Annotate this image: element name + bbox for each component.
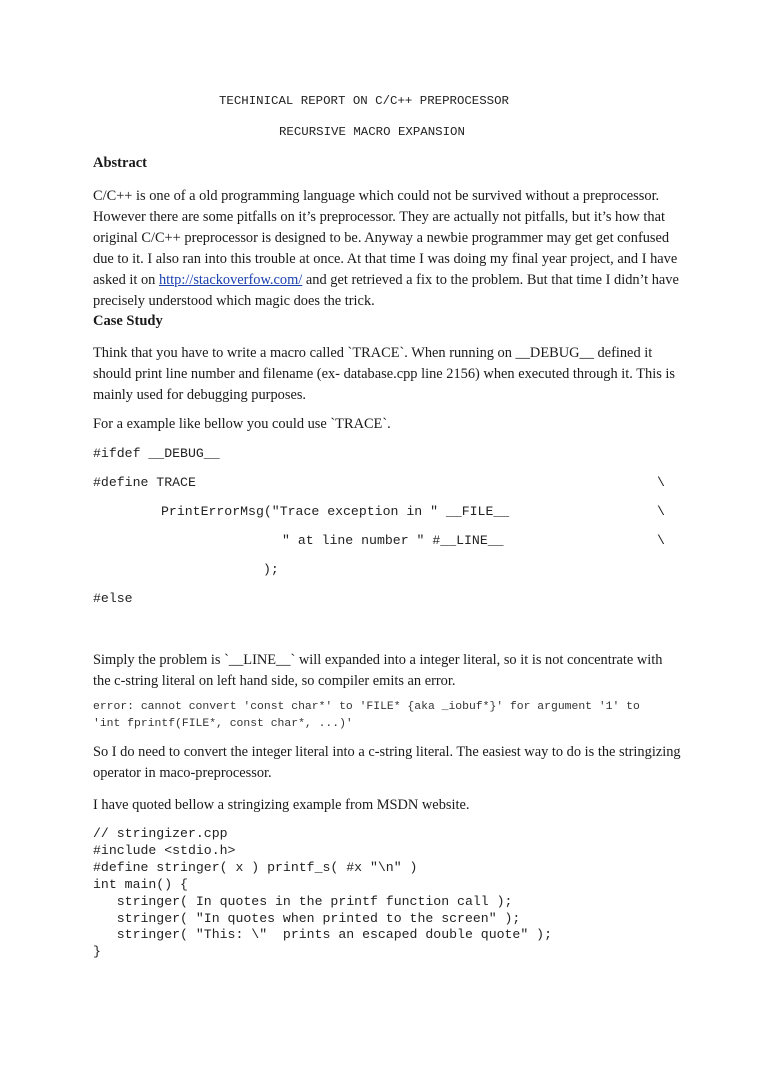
code-continuation-1: \ <box>657 475 665 490</box>
case-study-paragraph-4: So I do need to convert the integer literal into a c-string literal. The easiest way to do is the stringizing operator in maco-preprocessor. <box>93 744 681 781</box>
case-study-heading: Case Study <box>93 313 163 329</box>
code-continuation-2: \ <box>657 504 665 519</box>
code-ifdef: #ifdef __DEBUG__ <box>93 446 220 461</box>
code-else: #else <box>93 591 133 606</box>
compiler-error: error: cannot convert 'const char*' to 'FILE* {aka _iobuf*}' for argument '1' to 'int fprintf(FILE*, const char*, ...)' <box>93 701 640 730</box>
abstract-text-2: and get retrieved a fix to the problem. But that time I didn’t have precisely understood which magic does the trick. <box>93 272 679 309</box>
code-continuation-3: \ <box>657 533 665 548</box>
case-study-paragraph-3: Simply the problem is `__LINE__` will expanded into a integer literal, so it is not concentrate with the c-string literal on left hand side, so compiler emits an error. <box>93 652 663 689</box>
report-title: TECHINICAL REPORT ON C/C++ PREPROCESSOR <box>219 94 509 108</box>
stackoverflow-link[interactable]: http://stackoverfow.com/ <box>158 272 303 288</box>
code-define: #define TRACE <box>93 475 196 490</box>
abstract-text-1: C/C++ is one of a old programming language which could not be survived without a preprocessor. However there are some pitfalls on it’s preprocessor. They are actually not pitfalls, but it’s how that original C/C++ preprocessor is designed to be. Anyway a newbie programmer may get get confused due to it. I also ran into this trouble at once. At that time I was doing my final year project, and I have asked it on <box>93 188 678 288</box>
case-study-paragraph-1: Think that you have to write a macro called `TRACE`. When running on __DEBUG__ defined it should print line number and filename (ex- database.cpp line 2156) when executed through it. This is mainly used for debugging purposes. <box>93 345 675 403</box>
case-study-paragraph-5: I have quoted bellow a stringizing example from MSDN website. <box>93 797 470 813</box>
code-call: PrintErrorMsg("Trace exception in " __FILE__ <box>161 504 510 519</box>
case-study-paragraph-2: For a example like bellow you could use `TRACE`. <box>93 416 391 432</box>
abstract-paragraph <box>93 186 683 312</box>
report-subtitle: RECURSIVE MACRO EXPANSION <box>279 125 465 139</box>
code-line-arg: " at line number " #__LINE__ <box>282 533 504 548</box>
stringizer-example-code: // stringizer.cpp #include <stdio.h> #define stringer( x ) printf_s( #x "\n" ) int main() { stringer( In quotes in the printf function call ); stringer( "In quotes when printed to the screen" ); stringer( "This: \" prints an escaped double quote" ); } <box>93 826 552 960</box>
code-close: ); <box>263 562 279 577</box>
abstract-heading: Abstract <box>93 155 147 171</box>
